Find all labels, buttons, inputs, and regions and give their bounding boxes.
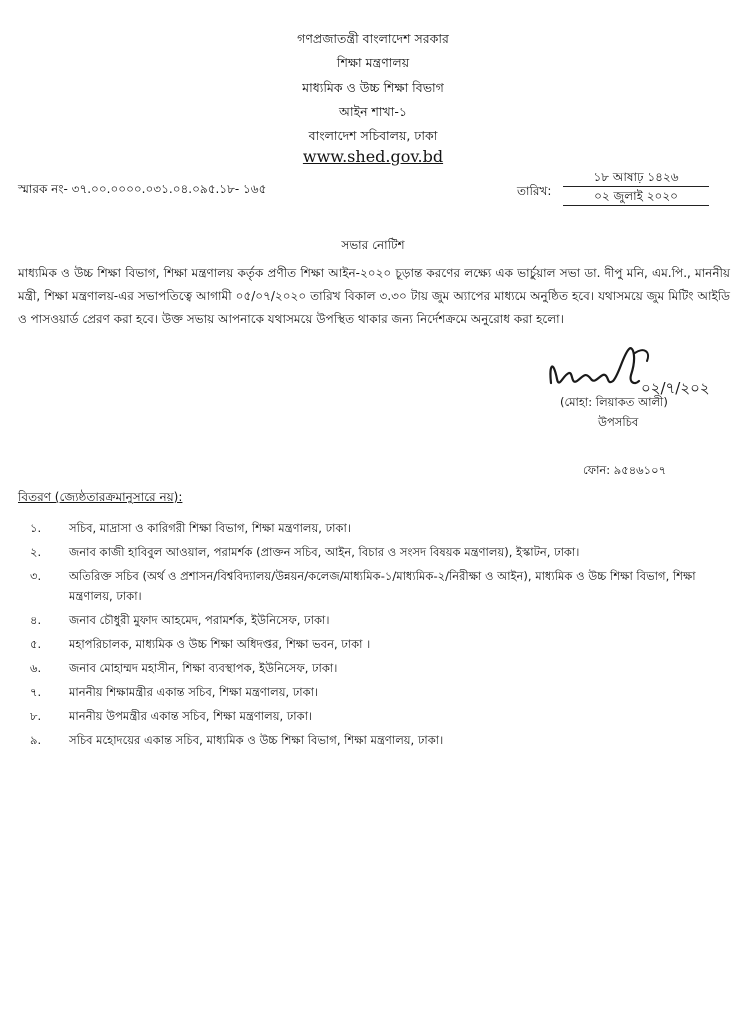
date-box <box>563 169 709 207</box>
list-item <box>30 542 730 562</box>
list-item-text: অতিরিক্ত সচিব (অর্থ ও প্রশাসন/বিশ্ববিদ্যালয়/উন্নয়ন/কলেজ/মাধ্যমিক-১/মাধ্যমিক-২/নিরীক্ষা ও আইন), মাধ্যমিক ও উচ্চ শিক্ষা বিভাগ, শিক্ষা মন্ত্রণালয়, ঢাকা। <box>69 569 696 603</box>
list-item <box>30 518 730 538</box>
list-item-text: সচিব মহোদয়ের একান্ত সচিব, মাধ্যমিক ও উচ্চ শিক্ষা বিভাগ, শিক্ষা মন্ত্রণালয়, ঢাকা। <box>69 733 444 747</box>
list-item-number: ৮. <box>30 709 42 723</box>
date-underline <box>563 205 709 206</box>
list-item-number: ৫. <box>30 637 42 651</box>
list-item <box>30 706 730 726</box>
notice-title: সভার নোটিশ <box>341 238 405 252</box>
signature-date: ০২/৭/২০২ <box>641 379 710 397</box>
date-english: ০২ জুলাই ২০২০ <box>594 189 678 203</box>
office-address: বাংলাদেশ সচিবালয়, ঢাকা <box>308 128 438 143</box>
notice-body: মাধ্যমিক ও উচ্চ শিক্ষা বিভাগ, শিক্ষা মন্ত্রণালয় কর্তৃক প্রণীত শিক্ষা আইন-২০২০ চূড়ান্ত করণের লক্ষ্যে এক ভার্চুয়াল সভা ডা. দীপু মনি, এম.পি., মাননীয় মন্ত্রী, শিক্ষা মন্ত্রণালয়-এর সভাপতিত্বে আগামী ০৫/০৭/২০২০ তারিখ বিকাল ৩.৩০ টায় জুম অ্যাপের মাধ্যমে অনুষ্ঠিত হবে। যথাসময়ে জুম মিটিং আইডি ও পাসওয়ার্ড প্রেরণ করা হবে। উক্ত সভায় আপনাকে যথাসময়ে উপস্থিত থাকার জন্য নির্দেশক্রমে অনুরোধ করা হলো। <box>18 266 730 326</box>
list-item-text: মাননীয় উপমন্ত্রীর একান্ত সচিব, শিক্ষা মন্ত্রণালয়, ঢাকা। <box>69 709 313 723</box>
list-item <box>30 634 730 654</box>
distribution-list <box>30 518 730 754</box>
list-item-text: মাননীয় শিক্ষামন্ত্রীর একান্ত সচিব, শিক্ষা মন্ত্রণালয়, ঢাকা। <box>69 685 319 699</box>
date-divider <box>563 186 709 187</box>
list-item-text: জনাব মোহাম্মদ মহাসীন, শিক্ষা ব্যবস্থাপক, ইউনিসেফ, ঢাকা। <box>69 661 338 675</box>
signatory-name: (মোহা: লিয়াকত আলী) <box>560 395 668 409</box>
distribution-title: বিতরণ (জ্যেষ্ঠতারক্রমানুসারে নয়): <box>18 490 183 504</box>
list-item-number: ৭. <box>30 685 42 699</box>
list-item <box>30 610 730 630</box>
list-item-text: সচিব, মাদ্রাসা ও কারিগরী শিক্ষা বিভাগ, শিক্ষা মন্ত্রণালয়, ঢাকা। <box>69 521 351 535</box>
list-item <box>30 730 730 750</box>
list-item <box>30 658 730 678</box>
signatory-designation: উপসচিব <box>598 415 639 429</box>
list-item-text: জনাব কাজী হাবিবুল আওয়াল, পরামর্শক (প্রাক্তন সচিব, আইন, বিচার ও সংসদ বিষয়ক মন্ত্রণালয়), ইস্কাটন, ঢাকা। <box>69 545 580 559</box>
website-link[interactable]: www.shed.gov.bd <box>302 147 444 166</box>
date-bangla: ১৮ আষাঢ় ১৪২৬ <box>593 170 679 184</box>
date-label: তারিখ: <box>517 184 552 198</box>
list-item-number: ১. <box>30 521 42 535</box>
list-item-number: ৯. <box>30 733 42 747</box>
list-item <box>30 682 730 702</box>
division-name: মাধ্যমিক ও উচ্চ শিক্ষা বিভাগ <box>302 80 444 95</box>
list-item-number: ৬. <box>30 661 42 675</box>
list-item-text: মহাপরিচালক, মাধ্যমিক ও উচ্চ শিক্ষা অধিদপ্তর, শিক্ষা ভবন, ঢাকা । <box>69 637 371 651</box>
ministry-name: শিক্ষা মন্ত্রণালয় <box>336 55 410 70</box>
government-name: গণপ্রজাতন্ত্রী বাংলাদেশ সরকার <box>297 31 449 46</box>
memo-reference: স্মারক নং- ৩৭.০০.০০০০.০৩১.০৪.০৯৫.১৮- ১৬৫ <box>18 182 267 196</box>
list-item-number: ২. <box>30 545 42 559</box>
section-name: আইন শাখা-১ <box>339 104 407 119</box>
list-item-text: জনাব চৌধুরী মুফাদ আহমেদ, পরামর্শক, ইউনিসেফ, ঢাকা। <box>69 613 330 627</box>
list-item-number: ৪. <box>30 613 42 627</box>
signatory-phone: ফোন: ৯৫৪৬১০৭ <box>583 463 667 477</box>
list-item-number: ৩. <box>30 569 42 583</box>
list-item <box>30 566 730 606</box>
